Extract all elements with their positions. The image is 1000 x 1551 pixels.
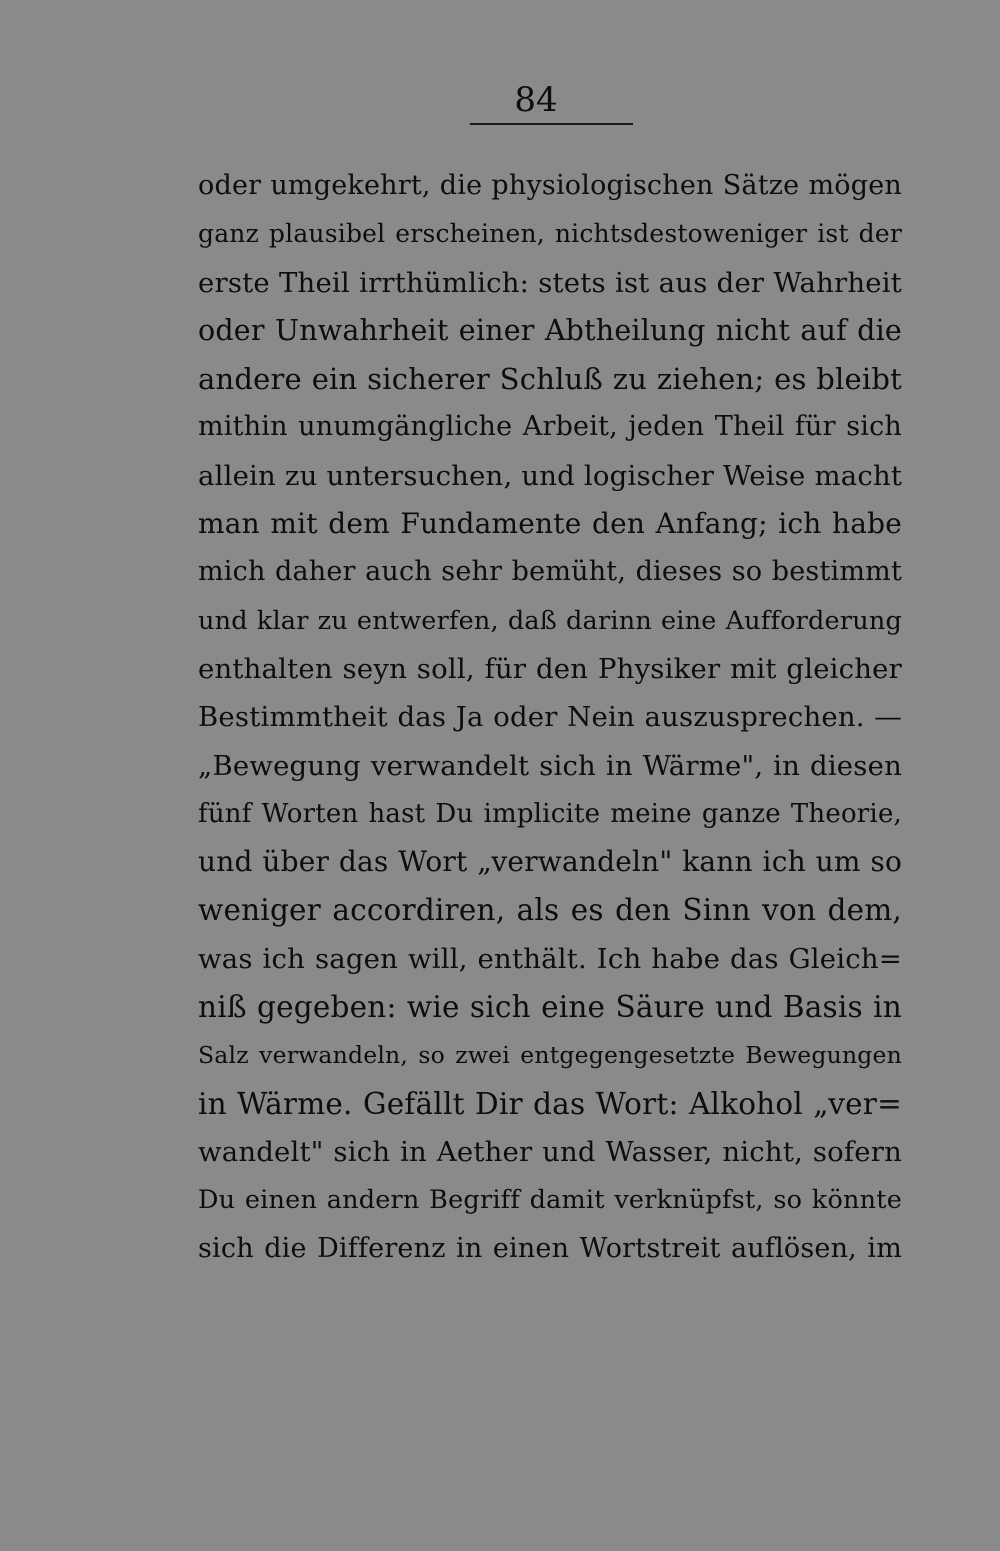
page-number: 84 [514, 80, 558, 120]
text-line: in Wärme. Gefällt Dir das Wort: Alkohol „ver= [198, 1086, 902, 1121]
text-line: oder umgekehrt, die physiologischen Sätze mögen [198, 170, 902, 201]
text-line: wandelt" sich in Aether und Wasser, nicht, sofern [198, 1135, 902, 1168]
text-line: niß gegeben: wie sich eine Säure und Basis in [198, 990, 902, 1025]
text-line: weniger accordiren, als es den Sinn von dem, [198, 893, 902, 928]
header-rule [470, 123, 633, 125]
text-line: fünf Worten hast Du implicite meine ganze Theorie, [198, 798, 902, 829]
text-line: Bestimmtheit das Ja oder Nein auszusprechen. — [198, 701, 902, 734]
text-line: und klar zu entwerfen, daß darinn eine Aufforderung [198, 605, 902, 636]
text-line: was ich sagen will, enthält. Ich habe das Gleich= [198, 942, 902, 975]
text-line: man mit dem Fundamente den Anfang; ich habe [198, 507, 902, 541]
text-line: enthalten seyn soll, für den Physiker mit gleicher [198, 652, 902, 685]
text-line: sich die Differenz in einen Wortstreit auflösen, im [198, 1232, 902, 1264]
text-line: mithin unumgängliche Arbeit, jeden Theil für sich [198, 411, 902, 443]
text-line: Salz verwandeln, so zwei entgegengesetzte Bewegungen [198, 1041, 902, 1070]
text-line: erste Theil irrthümlich: stets ist aus der Wahrheit [198, 266, 902, 299]
text-line: allein zu untersuchen, und logischer Weise macht [198, 459, 903, 492]
text-line: „Bewegung verwandelt sich in Wärme", in diesen [198, 749, 902, 782]
text-line: mich daher auch sehr bemüht, dieses so bestimmt [198, 556, 902, 588]
text-line: oder Unwahrheit einer Abtheilung nicht auf die [198, 313, 902, 347]
body-text [198, 162, 902, 1273]
text-line: Du einen andern Begriff damit verknüpfst, so könnte [198, 1185, 902, 1216]
text-line: andere ein sicherer Schluß zu ziehen; es bleibt [198, 362, 902, 397]
text-line: und über das Wort „verwandeln" kann ich um so [198, 845, 902, 879]
text-line: ganz plausibel erscheinen, nichtsdestoweniger ist der [198, 219, 902, 249]
